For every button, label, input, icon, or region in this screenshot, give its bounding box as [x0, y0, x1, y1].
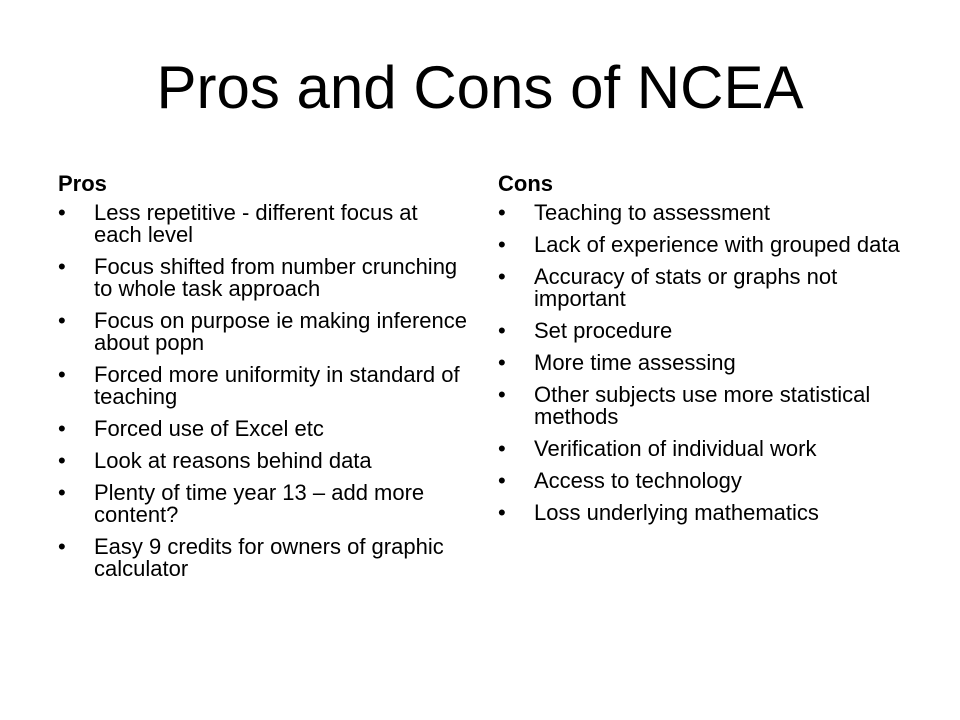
pros-item-text: Forced more uniformity in standard of teaching — [94, 362, 460, 409]
cons-item-text: Teaching to assessment — [534, 200, 771, 225]
bullet-icon: • — [58, 308, 66, 333]
slide-title: Pros and Cons of NCEA — [156, 54, 804, 121]
pros-heading: Pros — [58, 171, 107, 196]
cons-item-text: More time assessing — [534, 350, 736, 375]
pros-item-text: Easy 9 credits for owners of graphic calculator — [94, 534, 444, 581]
pros-item-text: Forced use of Excel etc — [94, 416, 324, 441]
cons-item-text: Accuracy of stats or graphs not important — [534, 264, 838, 311]
cons-item-text: Loss underlying mathematics — [534, 500, 819, 525]
bullet-icon: • — [498, 382, 506, 407]
cons-item — [498, 470, 908, 492]
cons-item-text: Access to technology — [534, 468, 742, 493]
cons-item — [498, 202, 908, 224]
pros-item — [58, 536, 468, 580]
pros-item-text: Focus on purpose ie making inference about popn — [94, 308, 467, 355]
bullet-icon: • — [498, 350, 506, 375]
bullet-icon: • — [58, 416, 66, 441]
cons-item — [498, 352, 908, 374]
pros-item — [58, 450, 468, 472]
pros-column — [58, 170, 468, 590]
bullet-icon: • — [58, 480, 66, 505]
bullet-icon: • — [498, 232, 506, 257]
cons-column — [498, 170, 908, 534]
pros-item-text: Look at reasons behind data — [94, 448, 372, 473]
cons-item — [498, 266, 908, 310]
bullet-icon: • — [58, 254, 66, 279]
bullet-icon: • — [498, 468, 506, 493]
pros-item-text: Less repetitive - different focus at each level — [94, 200, 418, 247]
pros-item — [58, 256, 468, 300]
bullet-icon: • — [498, 318, 506, 343]
bullet-icon: • — [58, 448, 66, 473]
pros-item-text: Focus shifted from number crunching to whole task approach — [94, 254, 458, 301]
cons-item — [498, 438, 908, 460]
bullet-icon: • — [498, 500, 506, 525]
bullet-icon: • — [58, 362, 66, 387]
bullet-icon: • — [498, 264, 506, 289]
cons-item-text: Other subjects use more statistical methods — [534, 382, 871, 429]
pros-item — [58, 418, 468, 440]
cons-heading: Cons — [498, 171, 553, 196]
cons-list — [498, 202, 908, 524]
bullet-icon: • — [58, 534, 66, 559]
pros-item — [58, 364, 468, 408]
cons-item-text: Set procedure — [534, 318, 673, 343]
pros-item — [58, 202, 468, 246]
pros-list — [58, 202, 468, 580]
pros-item — [58, 482, 468, 526]
cons-item — [498, 234, 908, 256]
cons-item — [498, 502, 908, 524]
pros-item-text: Plenty of time year 13 – add more content? — [94, 480, 425, 527]
bullet-icon: • — [498, 436, 506, 461]
bullet-icon: • — [58, 200, 66, 225]
pros-item — [58, 310, 468, 354]
cons-item — [498, 384, 908, 428]
cons-item — [498, 320, 908, 342]
bullet-icon: • — [498, 200, 506, 225]
cons-item-text: Lack of experience with grouped data — [534, 232, 900, 257]
cons-item-text: Verification of individual work — [534, 436, 817, 461]
